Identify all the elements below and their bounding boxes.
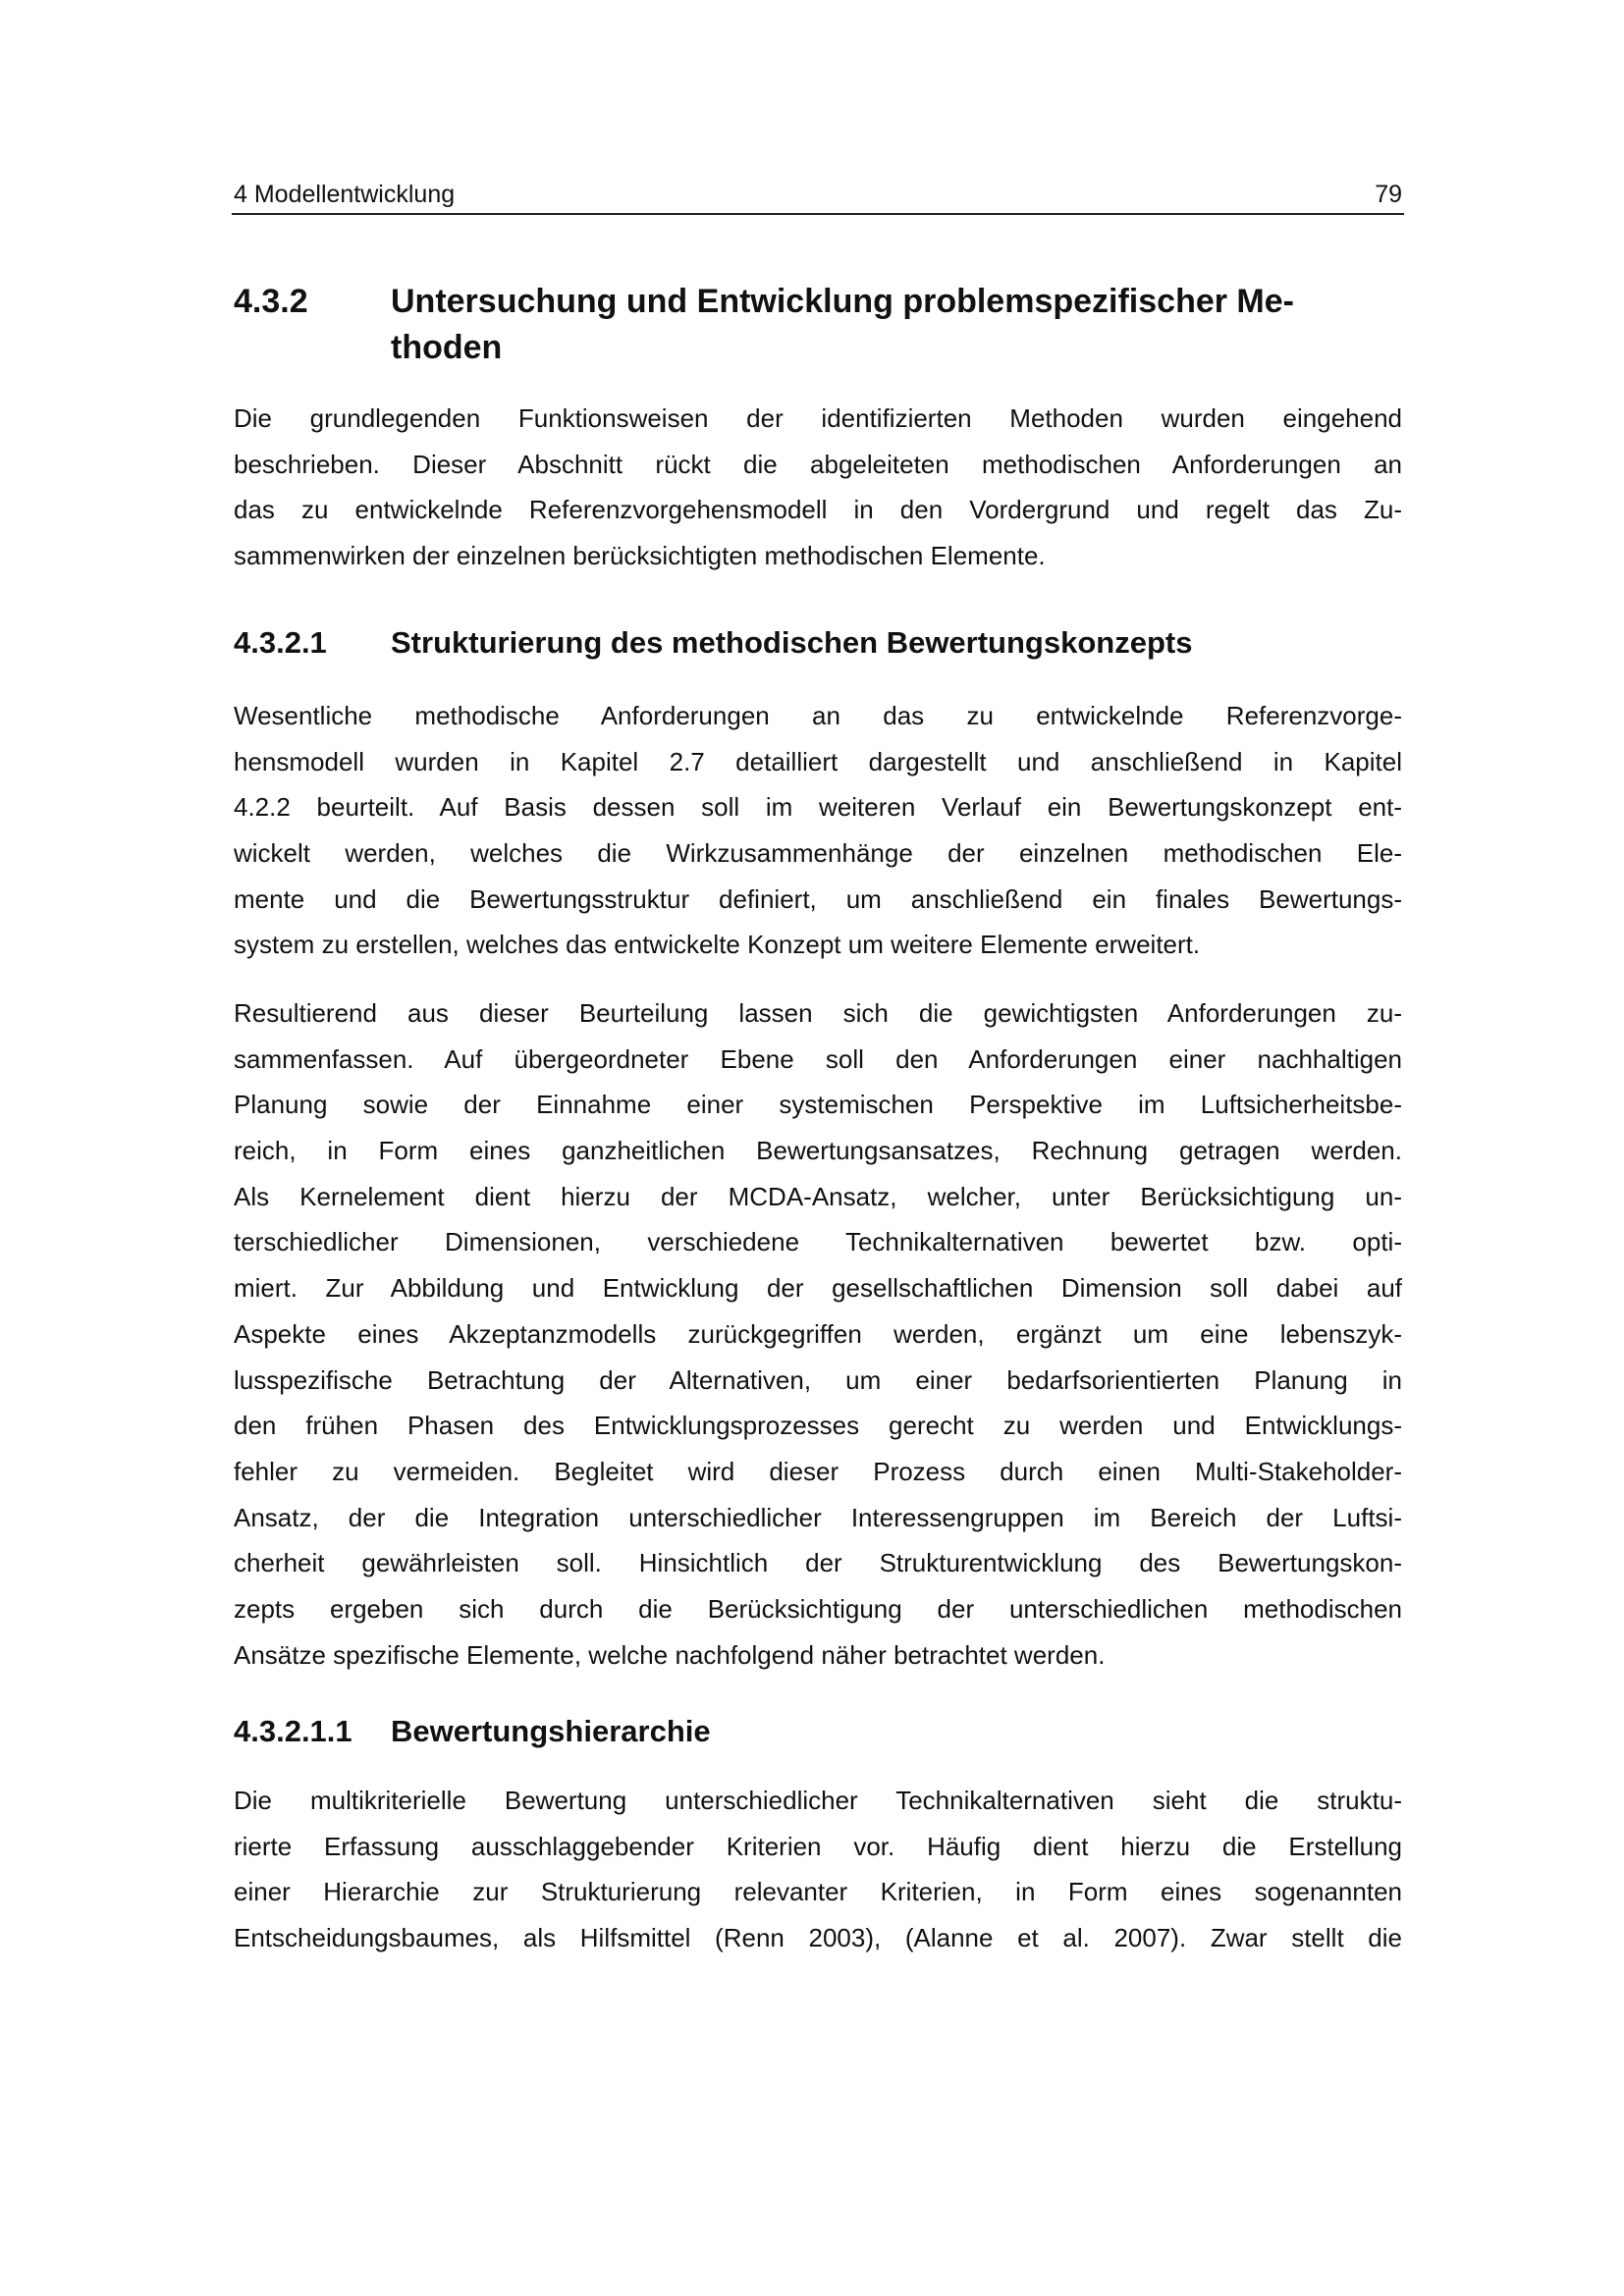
text-line: miert. Zur Abbildung und Entwicklung der gesellschaftlichen Dimension soll dabei auf: [234, 1273, 1402, 1304]
paragraph-3: [234, 990, 1402, 1678]
text-line: Ansätze spezifische Elemente, welche nachfolgend näher betrachtet werden.: [234, 1639, 1106, 1670]
text-line: Entscheidungsbaumes, als Hilfsmittel (Renn 2003), (Alanne et al. 2007). Zwar stellt die: [234, 1923, 1402, 1953]
text-line: den frühen Phasen des Entwicklungsprozesses gerecht zu werden und Entwicklungs-: [234, 1411, 1402, 1441]
text-line: sammenfassen. Auf übergeordneter Ebene soll den Anforderungen einer nachhaltigen: [234, 1043, 1402, 1074]
text-line: terschiedlicher Dimensionen, verschiedene Technikalternativen bewertet bzw. opti-: [234, 1227, 1402, 1257]
text-line: wickelt werden, welches die Wirkzusammenhänge der einzelnen methodischen Ele-: [234, 838, 1402, 869]
section-number: 4.3.2: [234, 283, 308, 320]
subsection-number: 4.3.2.1: [234, 625, 327, 660]
text-line: beschrieben. Dieser Abschnitt rückt die abgeleiteten methodischen Anforderungen an: [234, 449, 1402, 479]
text-line: mente und die Bewertungsstruktur definiert, um anschließend ein finales Bewertungs-: [234, 883, 1402, 914]
paragraph-4: [234, 1778, 1402, 1961]
paragraph-1: [234, 396, 1402, 579]
subsubsection-number: 4.3.2.1.1: [234, 1714, 352, 1748]
subsection-title: Strukturierung des methodischen Bewertungskonzepts: [391, 625, 1193, 660]
section-title-line-1: Untersuchung und Entwicklung problemspezifischer Me-: [391, 283, 1294, 320]
text-line: Die multikriterielle Bewertung unterschiedlicher Technikalternativen sieht die struktu-: [234, 1786, 1402, 1815]
subsubsection-title: Bewertungshierarchie: [391, 1714, 711, 1748]
text-line: 4.2.2 beurteilt. Auf Basis dessen soll im weiteren Verlauf ein Bewertungskonzept ent-: [234, 792, 1402, 823]
text-line: rierte Erfassung ausschlaggebender Kriterien vor. Häufig dient hierzu die Erstellung: [234, 1831, 1402, 1861]
text-line: reich, in Form eines ganzheitlichen Bewertungsansatzes, Rechnung getragen werden.: [234, 1136, 1402, 1166]
chapter-title: 4 Modellentwicklung: [234, 181, 456, 208]
page-number: 79: [1375, 181, 1402, 208]
text-line: sammenwirken der einzelnen berücksichtigten methodischen Elemente.: [234, 541, 1046, 571]
text-line: Wesentliche methodische Anforderungen an das zu entwickelnde Referenzvorge-: [234, 701, 1402, 730]
text-line: Resultierend aus dieser Beurteilung lassen sich die gewichtigsten Anforderungen zu-: [234, 998, 1402, 1028]
text-line: Als Kernelement dient hierzu der MCDA-Ansatz, welcher, unter Berücksichtigung un-: [234, 1181, 1402, 1211]
running-header: [234, 177, 1402, 212]
paragraph-2: [234, 693, 1402, 968]
text-line: lusspezifische Betrachtung der Alternativen, um einer bedarfsorientierten Planung in: [234, 1364, 1402, 1395]
text-line: Planung sowie der Einnahme einer systemischen Perspektive im Luftsicherheitsbe-: [234, 1090, 1402, 1120]
text-line: system zu erstellen, welches das entwickelte Konzept um weitere Elemente erweitert.: [234, 930, 1201, 960]
text-line: Die grundlegenden Funktionsweisen der identifizierten Methoden wurden eingehend: [234, 403, 1402, 433]
text-line: Ansatz, der die Integration unterschiedlicher Interessengruppen im Bereich der Luftsi-: [234, 1502, 1402, 1532]
text-line: Aspekte eines Akzeptanzmodells zurückgegriffen werden, ergänzt um eine lebenszyk-: [234, 1318, 1402, 1349]
text-line: hensmodell wurden in Kapitel 2.7 detailliert dargestellt und anschließend in Kapitel: [234, 746, 1402, 776]
text-line: das zu entwickelnde Referenzvorgehensmodell in den Vordergrund und regelt das Zu-: [234, 495, 1402, 525]
header-rule: [232, 213, 1404, 215]
text-line: fehler zu vermeiden. Begleitet wird dieser Prozess durch einen Multi-Stakeholder-: [234, 1456, 1402, 1486]
text-line: zepts ergeben sich durch die Berücksichtigung der unterschiedlichen methodischen: [234, 1593, 1402, 1624]
section-title-line-2: thoden: [391, 329, 503, 366]
text-line: cherheit gewährleisten soll. Hinsichtlich der Strukturentwicklung des Bewertungskon-: [234, 1548, 1402, 1578]
text-line: einer Hierarchie zur Strukturierung relevanter Kriterien, in Form eines sogenannten: [234, 1877, 1402, 1907]
